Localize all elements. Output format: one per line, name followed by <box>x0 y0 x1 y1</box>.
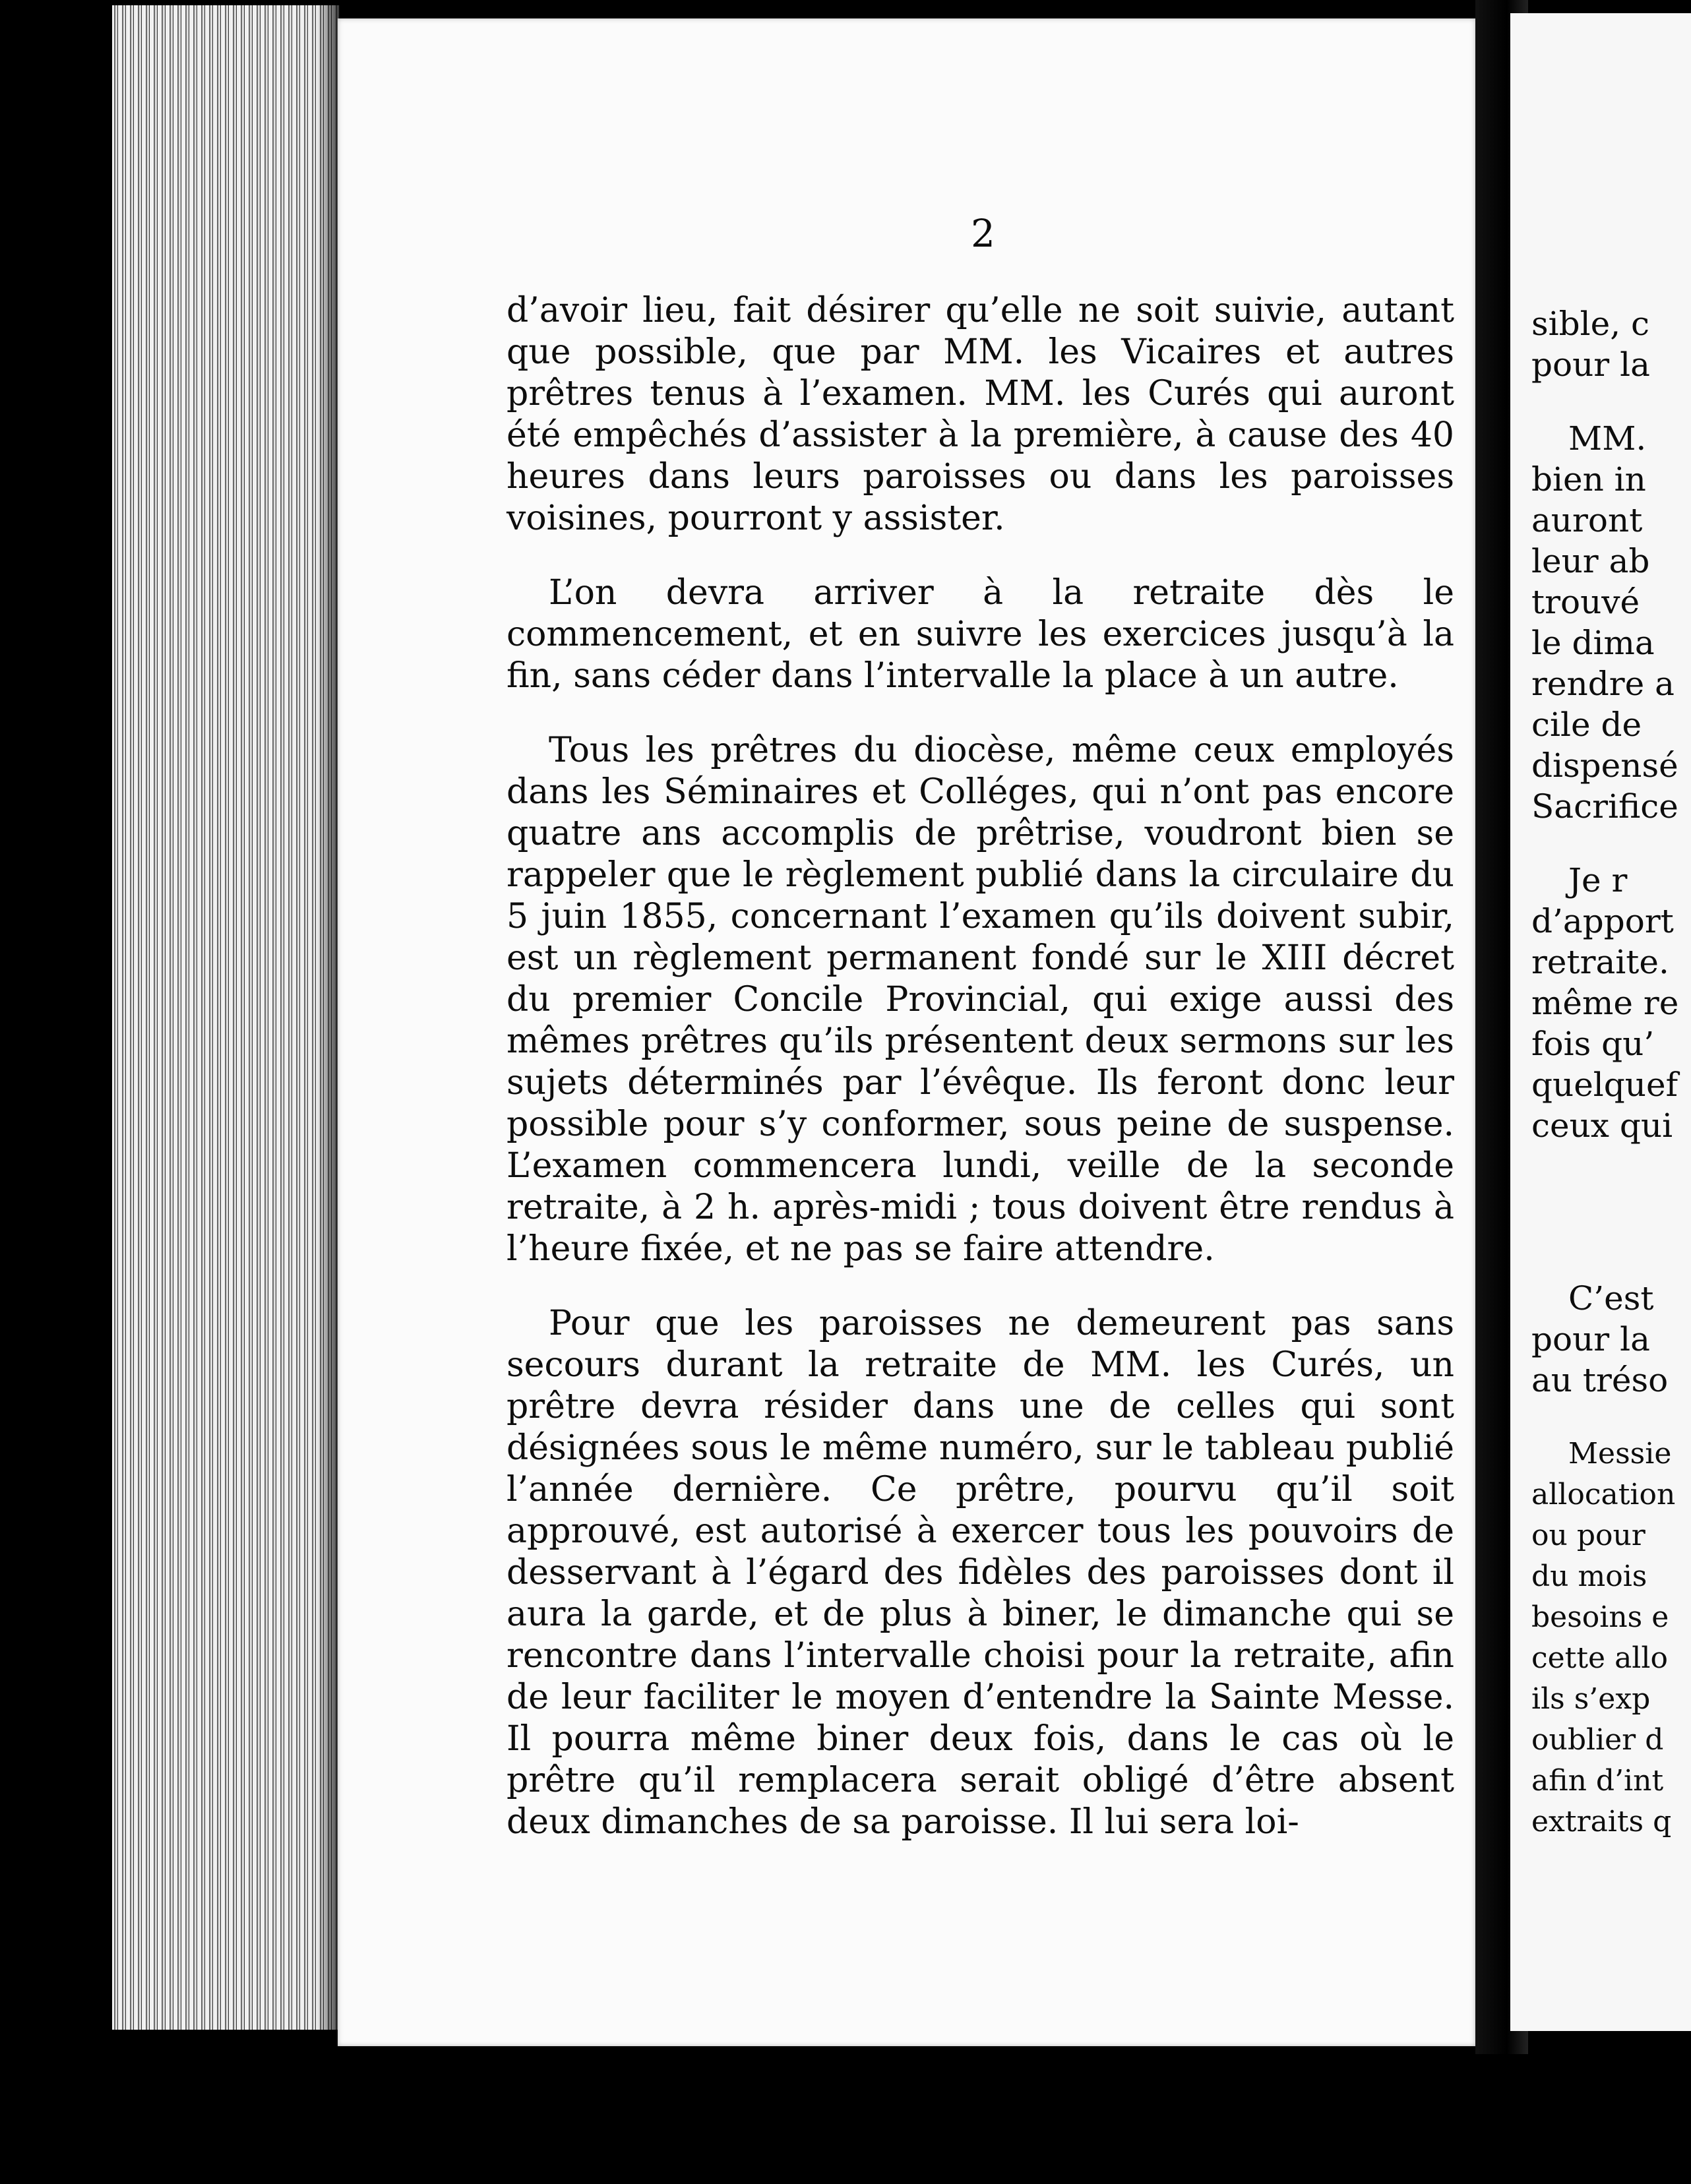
paragraph-3: Tous les prêtres du diocèse, même ceux employés dans les Séminaires et Colléges, qui n’ont pas encore quatre ans accomplis de prêtrise, voudront bien se rappeler que le règlement publié dans la circulaire du 5 juin 1855, concernant l’examen qu’ils doivent subir, est un règlement permanent fondé sur le XIII décret du premier Concile Provincial, qui exige aussi des mêmes prêtres qu’ils présentent deux sermons sur les sujets déterminés par l’évêque. Ils feront donc leur possible pour s’y conformer, sous peine de suspense. L’examen commencera lundi, veille de la seconde retraite, à 2 h. après-midi ; tous doivent être rendus à l’heure fixée, et ne pas se faire attendre. <box>507 731 1454 1269</box>
right-line: d’apport <box>1531 902 1674 940</box>
right-line: oublier d <box>1531 1723 1664 1757</box>
right-line: Sacrifice <box>1531 787 1678 826</box>
page-number: 2 <box>971 211 995 256</box>
right-line: ils s’exp <box>1531 1682 1651 1716</box>
paragraph-4: Pour que les paroisses ne demeurent pas sans secours durant la retraite de MM. les Curés, un prêtre devra résider dans une de celles qui sont désignées sous le même numéro, sur le tableau publié l’année dernière. Ce prêtre, pourvu qu’il soit approuvé, est autorisé à exercer tous les pouvoirs de desservant à l’égard des fidèles des paroisses dont il aura la garde, et de plus à biner, le dimanche qui se rencontre dans l’intervalle choisi pour la retraite, afin de leur faciliter le moyen d’entendre la Sainte Messe. Il pourra même biner deux fois, dans le cas où le prêtre qu’il remplacera serait obligé d’être absent deux dimanches de sa paroisse. Il lui sera loi- <box>507 1304 1454 1842</box>
right-line: pour la <box>1531 1320 1650 1358</box>
right-line: sible, c <box>1531 305 1650 343</box>
right-page-text <box>1531 303 1691 1842</box>
page-body <box>507 290 1454 1876</box>
right-line: besoins e <box>1531 1600 1669 1634</box>
right-line: même re <box>1531 984 1679 1022</box>
right-line: retraite. <box>1531 943 1669 981</box>
right-line: extraits q <box>1531 1805 1672 1838</box>
right-line: rendre a <box>1531 665 1675 703</box>
right-gap <box>1531 1146 1691 1278</box>
paragraph-2: L’on devra arriver à la retraite dès le commencement, et en suivre les exercices jusqu’à la fin, sans céder dans l’intervalle la place à un autre. <box>507 573 1454 696</box>
right-line: C’est <box>1568 1279 1654 1318</box>
right-line: fois qu’ <box>1531 1025 1655 1063</box>
right-line: dispensé <box>1531 746 1678 785</box>
right-gap <box>1531 1401 1691 1434</box>
right-line: du mois <box>1531 1560 1647 1593</box>
right-gap <box>1531 827 1691 860</box>
right-line: pour la <box>1531 346 1650 384</box>
right-line: trouvé <box>1531 583 1640 621</box>
right-line: Messie <box>1568 1437 1672 1471</box>
right-line: cette allo <box>1531 1641 1668 1675</box>
right-line: afin d’int <box>1531 1764 1664 1798</box>
right-line: quelquef <box>1531 1066 1678 1104</box>
right-line: le dima <box>1531 624 1655 662</box>
right-line: cile de <box>1531 706 1642 744</box>
paragraph-1: d’avoir lieu, fait désirer qu’elle ne soit suivie, autant que possible, que par MM. les Vicaires et autres prêtres tenus à l’examen. MM. les Curés qui auront été empêchés d’assister à la première, à cause des 40 heures dans leurs paroisses ou dans les paroisses voisines, pourront y assister. <box>507 291 1454 538</box>
right-line: ou pour <box>1531 1519 1645 1552</box>
book-page-edges <box>112 5 340 2030</box>
right-line: MM. <box>1568 419 1647 458</box>
right-line: au tréso <box>1531 1361 1669 1399</box>
right-gap <box>1531 385 1691 418</box>
right-line: bien in <box>1531 460 1646 499</box>
scan-bottom-border <box>0 2054 1691 2184</box>
right-line: auront <box>1531 501 1643 539</box>
right-line: leur ab <box>1531 542 1650 580</box>
right-line: Je r <box>1568 861 1628 899</box>
right-line: allocation <box>1531 1478 1676 1511</box>
right-line: ceux qui <box>1531 1107 1673 1145</box>
